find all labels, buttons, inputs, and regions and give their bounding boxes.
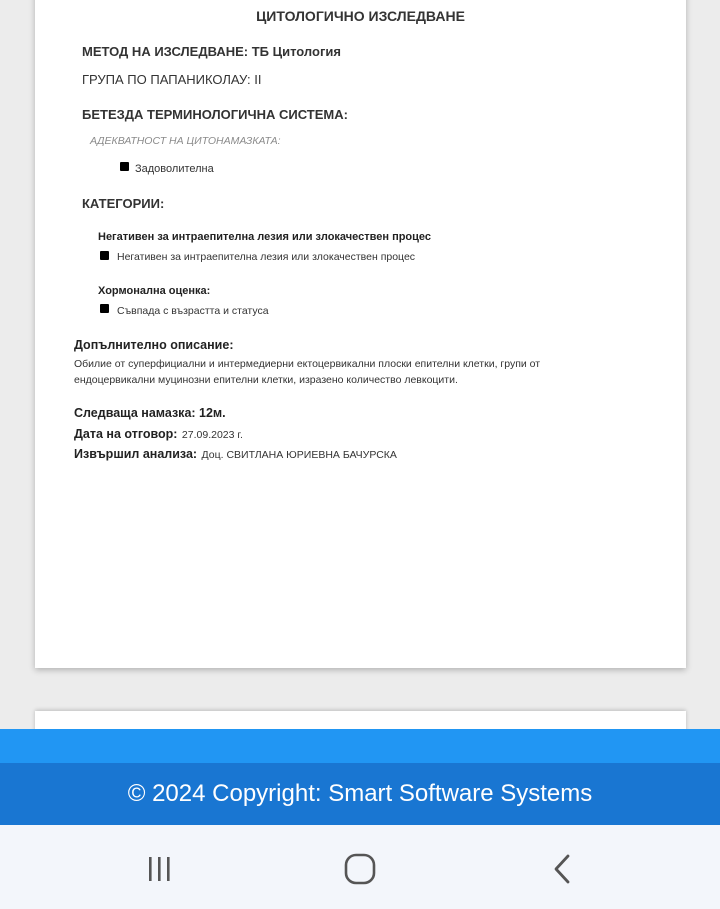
additional-text: Обилие от суперфициални и интермедиерни ектоцервикални плоски епителни клетки, групи от ендоцервикални муцинозни епителни клетки, изразено количество левкоцити. <box>74 358 541 386</box>
bethesda-heading: БЕТЕЗДА ТЕРМИНОЛОГИЧНА СИСТЕМА: <box>82 107 348 122</box>
categories-heading: КАТЕГОРИИ: <box>82 196 165 211</box>
additional-label: Допълнително описание: <box>74 338 234 352</box>
performed-by-label: Извършил анализа: <box>74 447 198 461</box>
category1-heading: Негативен за интраепителна лезия или злокачествен процес <box>98 231 432 243</box>
back-button[interactable] <box>532 845 592 893</box>
page-title: ЦИТОЛОГИЧНО ИЗСЛЕДВАНЕ <box>256 8 465 24</box>
copyright-text: © 2024 Copyright: Smart Software Systems <box>127 780 593 807</box>
adequacy-value: Задоволителна <box>135 163 214 175</box>
answer-date-value: 27.09.2023 г. <box>181 429 243 441</box>
android-nav-bar <box>0 825 720 909</box>
answer-date-row <box>74 425 243 443</box>
footer-top-strip <box>0 729 720 763</box>
recent-apps-icon <box>144 854 174 884</box>
category2-value: Съвпада с възрастта и статуса <box>117 305 269 317</box>
answer-date-label: Дата на отговор: <box>74 427 178 441</box>
method-line: МЕТОД НА ИЗСЛЕДВАНЕ: ТБ Цитология <box>82 44 341 59</box>
footer <box>0 763 720 825</box>
adequacy-label: АДЕКВАТНОСТ НА ЦИТОНАМАЗКАТА: <box>90 135 281 147</box>
next-smear: Следваща намазка: 12м. <box>74 406 226 420</box>
back-icon <box>547 852 577 886</box>
category1-value: Негативен за интраепителна лезия или злокачествен процес <box>117 251 416 263</box>
report-page <box>35 0 686 668</box>
papanicolaou-group: ГРУПА ПО ПАПАНИКОЛАУ: II <box>82 72 262 87</box>
performed-by-value: Доц. СВИТЛАНА ЮРИЕВНА БАЧУРСКА <box>201 449 397 461</box>
home-button[interactable] <box>330 845 390 893</box>
bullet-icon <box>100 251 109 260</box>
bullet-icon <box>100 304 109 313</box>
performed-by-row <box>74 445 397 463</box>
category2-heading: Хормонална оценка: <box>98 285 211 297</box>
recent-apps-button[interactable] <box>129 845 189 893</box>
home-icon <box>343 852 377 886</box>
bullet-icon <box>120 162 129 171</box>
